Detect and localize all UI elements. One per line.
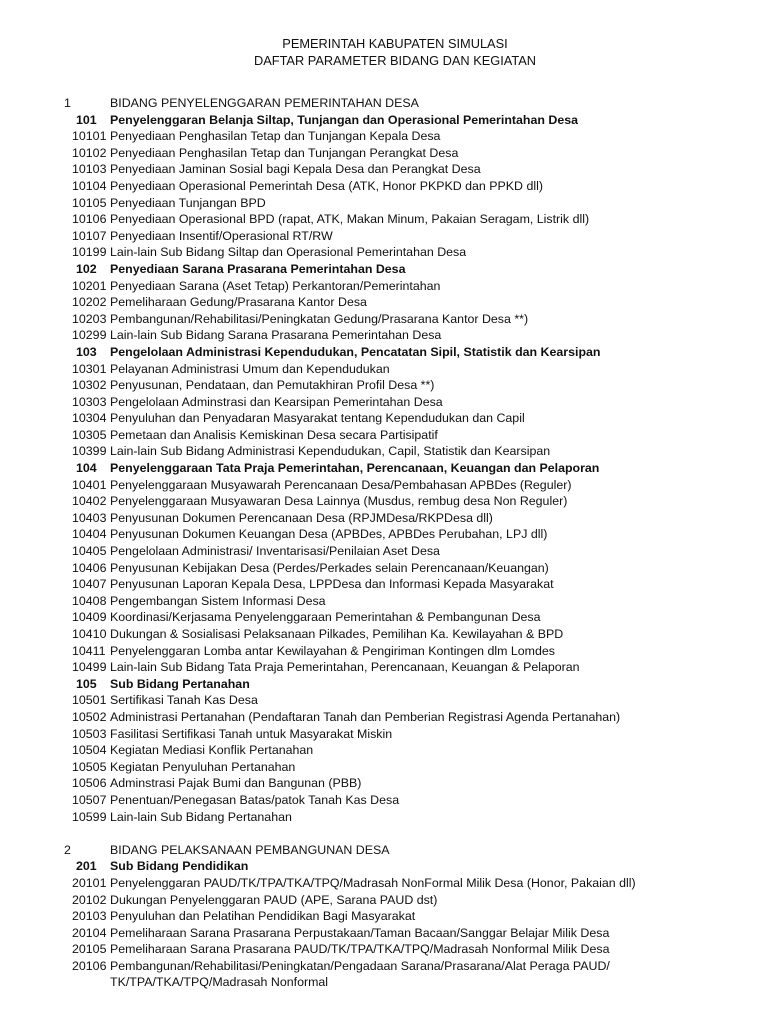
row-code: 10402: [72, 494, 107, 509]
row-description: Penyelenggaraan Musyawarah Perencanaan Desa/Pembahasan APBDes (Reguler): [110, 477, 572, 492]
kegiatan-row: [0, 178, 768, 195]
sub-bidang-row: [0, 676, 768, 693]
row-code: 10301: [72, 361, 107, 376]
row-code: 1: [64, 96, 71, 110]
document-title: DAFTAR PARAMETER BIDANG DAN KEGIATAN: [253, 53, 537, 68]
row-description: Penyediaan Sarana (Aset Tetap) Perkantoran/Pemerintahan: [110, 278, 441, 293]
sub-bidang-row: [0, 112, 768, 129]
row-code: 104: [76, 461, 97, 476]
row-description: Sub Bidang Pertanahan: [110, 676, 250, 691]
row-code: 20101: [72, 875, 107, 890]
kegiatan-row: [0, 892, 768, 909]
row-description: BIDANG PELAKSANAAN PEMBANGUNAN DESA: [110, 842, 390, 857]
row-description: Penyusunan Laporan Kepala Desa, LPPDesa dan Informasi Kepada Masyarakat: [110, 577, 554, 592]
row-description: Penyusunan Dokumen Perencanaan Desa (RPJMDesa/RKPDesa dll): [110, 510, 493, 525]
row-code: 10106: [72, 212, 107, 227]
sub-bidang-row: [0, 261, 768, 278]
row-code: 10499: [72, 660, 107, 675]
kegiatan-row: [0, 560, 768, 577]
kegiatan-row: [0, 361, 768, 378]
row-description: Lain-lain Sub Bidang Pertanahan: [110, 809, 292, 824]
row-code: 10102: [72, 145, 107, 160]
row-code: 103: [76, 344, 97, 359]
kegiatan-row: [0, 311, 768, 328]
row-description: Pemetaan dan Analisis Kemiskinan Desa secara Partisipatif: [110, 427, 438, 442]
row-description: Pelayanan Administrasi Umum dan Kependudukan: [110, 361, 390, 376]
row-code: 10411: [72, 643, 106, 658]
row-code: 20104: [72, 925, 107, 940]
row-code: 10202: [72, 295, 107, 310]
row-description: Penyelenggaran PAUD/TK/TPA/TKA/TPQ/Madrasah NonFormal Milik Desa (Honor, Pakaian dll): [110, 875, 636, 890]
row-code: 10502: [72, 709, 107, 724]
kegiatan-row: [0, 443, 768, 460]
kegiatan-row: [0, 211, 768, 228]
kegiatan-row: [0, 327, 768, 344]
row-description: Penyediaan Operasional Pemerintah Desa (ATK, Honor PKPKD dan PPKD dll): [110, 178, 543, 193]
kegiatan-row: [0, 792, 768, 809]
row-description: Penyuluhan dan Pelatihan Pendidikan Bagi Masyarakat: [110, 909, 416, 924]
row-description: Pengembangan Sistem Informasi Desa: [110, 593, 326, 608]
kegiatan-row: [0, 493, 768, 510]
row-code: 10299: [72, 328, 107, 343]
row-code: 10403: [72, 510, 107, 525]
kegiatan-row: [0, 410, 768, 427]
row-code: 102: [76, 261, 97, 276]
row-description: Penyelenggaran Belanja Siltap, Tunjangan dan Operasional Pemerintahan Desa: [110, 112, 578, 127]
row-description: Sub Bidang Pendidikan: [110, 859, 249, 874]
row-code: 10199: [72, 245, 107, 260]
parameter-list: [0, 95, 768, 991]
row-code: 201: [76, 859, 97, 874]
kegiatan-row: [0, 543, 768, 560]
row-description: Koordinasi/Kerjasama Penyelenggaraan Pemerintahan & Pembangunan Desa: [110, 610, 541, 625]
row-description: Penyusunan Dokumen Keuangan Desa (APBDes, APBDes Perubahan, LPJ dll): [110, 527, 548, 542]
kegiatan-row: [0, 510, 768, 527]
row-code: 20103: [72, 909, 107, 924]
kegiatan-row: [0, 958, 768, 991]
kegiatan-row: [0, 875, 768, 892]
row-description: Dukungan & Sosialisasi Pelaksanaan Pilkades, Pemilihan Ka. Kewilayahan & BPD: [110, 627, 564, 641]
document-header: [0, 35, 768, 69]
row-code: 10503: [72, 726, 107, 741]
kegiatan-row: [0, 394, 768, 411]
row-code: 10305: [72, 427, 107, 442]
row-code: 10504: [72, 743, 107, 758]
kegiatan-row: [0, 643, 768, 660]
row-description: Penentuan/Penegasan Batas/patok Tanah Kas Desa: [110, 792, 400, 807]
row-code: 10506: [72, 776, 107, 791]
kegiatan-row: [0, 593, 768, 610]
bidang-row: [0, 842, 768, 859]
row-code: 10408: [72, 593, 107, 608]
row-description: Fasilitasi Sertifikasi Tanah untuk Masyarakat Miskin: [110, 726, 393, 741]
row-code: 10203: [72, 311, 107, 326]
kegiatan-row: [0, 908, 768, 925]
row-code: 10103: [72, 162, 107, 177]
kegiatan-row: [0, 228, 768, 245]
row-code: 10101: [72, 129, 107, 144]
row-description: Penyediaan Penghasilan Tetap dan Tunjangan Perangkat Desa: [110, 145, 459, 160]
row-description: Pemeliharaan Sarana Prasarana PAUD/TK/TPA/TKA/TPQ/Madrasah Nonformal Milik Desa: [110, 942, 610, 957]
row-code: 10201: [72, 278, 107, 293]
row-description: Pembangunan/Rehabilitasi/Peningkatan Gedung/Prasarana Kantor Desa **): [110, 311, 529, 326]
kegiatan-row: [0, 294, 768, 311]
row-code: 10505: [72, 759, 107, 774]
row-description: Penyelenggaraan Musyawaran Desa Lainnya (Musdus, rembug desa Non Reguler): [110, 494, 568, 509]
kegiatan-row: [0, 427, 768, 444]
row-description: Lain-lain Sub Bidang Administrasi Kependudukan, Capil, Statistik dan Kearsipan: [110, 444, 551, 459]
row-code: 10107: [72, 228, 107, 243]
row-code: 10405: [72, 544, 107, 559]
row-description: Penyediaan Sarana Prasarana Pemerintahan Desa: [110, 261, 406, 276]
row-code: 10501: [72, 693, 107, 708]
kegiatan-row: [0, 145, 768, 162]
row-code: 10409: [72, 610, 107, 625]
row-description: Pemeliharaan Gedung/Prasarana Kantor Desa: [110, 295, 367, 310]
row-code: 10507: [72, 792, 107, 807]
row-code: 20105: [72, 942, 107, 957]
row-code: 10302: [72, 378, 107, 393]
row-description: Pemeliharaan Sarana Prasarana Perpustakaan/Taman Bacaan/Sanggar Belajar Milik Desa: [110, 925, 610, 940]
row-description: Kegiatan Mediasi Konflik Pertanahan: [110, 743, 314, 758]
row-code: 20102: [72, 892, 107, 907]
row-code: 10406: [72, 560, 107, 575]
row-description: Penyediaan Operasional BPD (rapat, ATK, Makan Minum, Pakaian Seragam, Listrik dll): [110, 212, 590, 227]
row-description: Dukungan Penyelenggaran PAUD (APE, Sarana PAUD dst): [110, 892, 438, 907]
row-description: Administrasi Pertanahan (Pendaftaran Tanah dan Pemberian Registrasi Agenda Pertanahan): [110, 709, 621, 724]
kegiatan-row: [0, 377, 768, 394]
row-code: 10407: [72, 577, 107, 592]
row-code: 105: [76, 676, 97, 691]
kegiatan-row: [0, 726, 768, 743]
row-description: Penyelenggaraan Tata Praja Pemerintahan, Perencanaan, Keuangan dan Pelaporan: [110, 461, 600, 476]
row-code: 10399: [72, 444, 107, 459]
row-code: 10303: [72, 394, 107, 409]
kegiatan-row: [0, 161, 768, 178]
row-description: Pengelolaan Administrasi/ Inventarisasi/Penilaian Aset Desa: [110, 544, 440, 559]
kegiatan-row: [0, 809, 768, 826]
row-description: Penyusunan Kebijakan Desa (Perdes/Perkades selain Perencanaan/Keuangan): [110, 560, 549, 575]
kegiatan-row: [0, 609, 768, 626]
sub-bidang-row: [0, 858, 768, 875]
section-spacer: [0, 825, 768, 842]
row-description: Penyediaan Penghasilan Tetap dan Tunjangan Kepala Desa: [110, 129, 441, 144]
row-code: 20106: [72, 958, 107, 973]
row-code: 10104: [72, 178, 107, 193]
row-description: Pembangunan/Rehabilitasi/Peningkatan/Pengadaan Sarana/Prasarana/Alat Peraga PAUD/ TK/TPA/TKA/TPQ/Madrasah Nonformal: [110, 958, 610, 990]
row-description: Pengelolaan Administrasi Kependudukan, Pencatatan Sipil, Statistik dan Kearsipan: [110, 344, 601, 359]
kegiatan-row: [0, 925, 768, 942]
kegiatan-row: [0, 195, 768, 212]
row-description: Penyediaan Jaminan Sosial bagi Kepala Desa dan Perangkat Desa: [110, 162, 481, 177]
bidang-row: [0, 95, 768, 112]
row-description: Penyediaan Tunjangan BPD: [110, 195, 266, 210]
sub-bidang-row: [0, 460, 768, 477]
government-title: PEMERINTAH KABUPATEN SIMULASI: [282, 36, 508, 51]
row-description: Pengelolaan Adminstrasi dan Kearsipan Pemerintahan Desa: [110, 394, 443, 409]
row-description: Penyelenggaran Lomba antar Kewilayahan & Pengiriman Kontingen dlm Lomdes: [110, 643, 555, 658]
kegiatan-row: [0, 759, 768, 776]
kegiatan-row: [0, 775, 768, 792]
kegiatan-row: [0, 576, 768, 593]
row-description: Kegiatan Penyuluhan Pertanahan: [110, 759, 296, 774]
kegiatan-row: [0, 626, 768, 643]
row-description: BIDANG PENYELENGGARAN PEMERINTAHAN DESA: [110, 96, 419, 110]
kegiatan-row: [0, 692, 768, 709]
sub-bidang-row: [0, 344, 768, 361]
row-description: Penyediaan Insentif/Operasional RT/RW: [110, 228, 333, 243]
row-code: 10401: [72, 477, 107, 492]
kegiatan-row: [0, 477, 768, 494]
row-code: 10404: [72, 527, 107, 542]
row-description: Penyuluhan dan Penyadaran Masyarakat tentang Kependudukan dan Capil: [110, 411, 525, 426]
kegiatan-row: [0, 659, 768, 676]
row-description: Adminstrasi Pajak Bumi dan Bangunan (PBB): [110, 776, 362, 791]
row-description: Lain-lain Sub Bidang Tata Praja Pemerintahan, Perencanaan, Keuangan & Pelaporan: [110, 660, 580, 675]
kegiatan-row: [0, 941, 768, 958]
row-description: Sertifikasi Tanah Kas Desa: [110, 693, 258, 708]
kegiatan-row: [0, 278, 768, 295]
kegiatan-row: [0, 526, 768, 543]
row-code: 101: [76, 112, 97, 127]
row-code: 10304: [72, 411, 107, 426]
row-description: Penyusunan, Pendataan, dan Pemutakhiran Profil Desa **): [110, 378, 435, 393]
kegiatan-row: [0, 244, 768, 261]
kegiatan-row: [0, 709, 768, 726]
row-code: 10410: [72, 627, 107, 641]
row-code: 2: [64, 842, 71, 857]
row-description: Lain-lain Sub Bidang Siltap dan Operasional Pemerintahan Desa: [110, 245, 467, 260]
row-code: 10599: [72, 809, 107, 824]
row-code: 10105: [72, 195, 107, 210]
kegiatan-row: [0, 128, 768, 145]
row-description: Lain-lain Sub Bidang Sarana Prasarana Pemerintahan Desa: [110, 328, 442, 343]
kegiatan-row: [0, 742, 768, 759]
